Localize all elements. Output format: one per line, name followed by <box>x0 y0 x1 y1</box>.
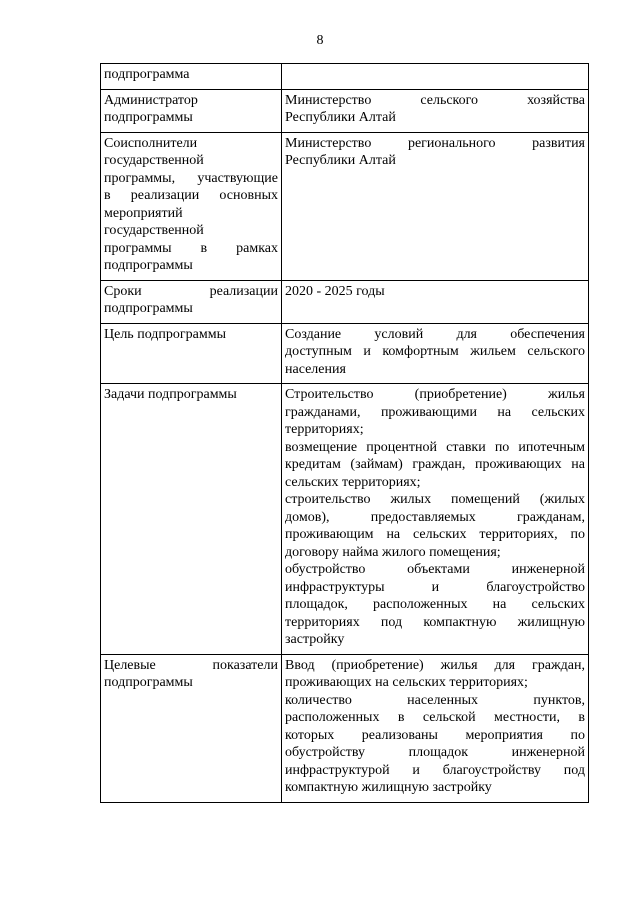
value-paragraph <box>285 92 585 127</box>
label-line: мероприятий <box>104 205 183 221</box>
label-line: Администратор <box>104 92 198 108</box>
label-line: Соисполнители <box>104 135 198 151</box>
value-line: инфраструктуры и благоустройство <box>285 579 585 595</box>
value-line: территориях под компактную жилищную <box>285 614 585 630</box>
value-line: возмещение процентной ставки по ипотечным <box>285 439 585 455</box>
value-line: кредитам (займам) граждан, проживающих на <box>285 457 585 472</box>
value-line: гражданами, проживающими на сельских <box>285 404 585 420</box>
label-line: Целевые показатели <box>104 657 278 673</box>
value-paragraph <box>285 135 585 170</box>
value-line: обустройство объектами инженерной <box>285 562 585 577</box>
row-label-cell <box>101 89 282 132</box>
value-paragraph <box>285 561 585 649</box>
label-line: программы в рамках <box>104 240 278 256</box>
value-line: Создание условий для обеспечения <box>285 326 585 342</box>
row-label-cell <box>101 654 282 802</box>
label-line: Задачи подпрограммы <box>104 387 237 402</box>
value-line: Строительство (приобретение) жилья <box>285 387 585 402</box>
row-value-cell <box>282 64 589 90</box>
value-line: проживающих на сельских территориях; <box>285 675 528 690</box>
table-row <box>101 280 589 323</box>
table-row <box>101 64 589 90</box>
row-value-cell <box>282 323 589 384</box>
subprogram-passport-table <box>100 63 589 803</box>
row-label-cell <box>101 132 282 280</box>
value-paragraph <box>285 326 585 379</box>
row-value-cell <box>282 654 589 802</box>
value-line: Республики Алтай <box>285 153 396 168</box>
value-line: Министерство сельского хозяйства <box>285 92 585 108</box>
row-label-cell <box>101 384 282 655</box>
value-line: Министерство регионального развития <box>285 135 585 151</box>
value-line: площадок, расположенных на сельских <box>285 597 585 612</box>
table-row <box>101 323 589 384</box>
value-paragraph <box>285 283 585 301</box>
value-line: территориях; <box>285 422 364 437</box>
row-value-cell <box>282 132 589 280</box>
value-line: 2020 - 2025 годы <box>285 283 385 299</box>
row-value-cell <box>282 384 589 655</box>
value-line: Республики Алтай <box>285 110 396 125</box>
table-row <box>101 89 589 132</box>
row-value-cell <box>282 280 589 323</box>
label-line: подпрограмма <box>104 67 190 82</box>
label-line: Сроки реализации <box>104 283 278 299</box>
row-value-cell <box>282 89 589 132</box>
page-number: 8 <box>316 33 324 48</box>
value-line: строительство жилых помещений (жилых <box>285 492 585 507</box>
label-line: подпрограммы <box>104 301 193 316</box>
value-line: домов), предоставляемых гражданам, <box>285 509 585 525</box>
row-label-cell <box>101 323 282 384</box>
value-line: расположенных в сельской местности, в <box>285 710 585 725</box>
value-line: обустройству площадок инженерной <box>285 745 585 760</box>
table-row <box>101 384 589 655</box>
row-label-cell <box>101 280 282 323</box>
table-row <box>101 132 589 280</box>
label-line: программы, участвующие <box>104 170 278 186</box>
value-paragraph <box>285 491 585 561</box>
value-line: доступным и комфортным жильем сельского <box>285 344 585 359</box>
label-line: государственной <box>104 153 204 168</box>
row-label-cell <box>101 64 282 90</box>
label-line: в реализации основных <box>104 188 278 203</box>
label-line: подпрограммы <box>104 258 193 273</box>
value-line: сельских территориях; <box>285 474 421 490</box>
value-line: населения <box>285 361 346 377</box>
value-paragraph <box>285 439 585 492</box>
label-line: государственной <box>104 223 204 238</box>
value-line: Ввод (приобретение) жилья для граждан, <box>285 657 585 673</box>
value-line: застройку <box>285 632 345 647</box>
value-line: инфраструктурой и благоустройству под <box>285 762 585 778</box>
value-line: компактную жилищную застройку <box>285 780 492 795</box>
value-line: проживающим на сельских территориях, по <box>285 527 585 542</box>
value-line: которых реализованы мероприятия по <box>285 727 585 743</box>
table-body <box>101 64 589 803</box>
value-paragraph <box>285 386 585 439</box>
label-line: подпрограммы <box>104 110 193 125</box>
value-line: договору найма жилого помещения; <box>285 544 501 560</box>
label-line: подпрограммы <box>104 675 193 690</box>
value-paragraph <box>285 692 585 797</box>
table-row <box>101 654 589 802</box>
value-paragraph <box>285 657 585 692</box>
label-line: Цель подпрограммы <box>104 326 226 342</box>
value-line: количество населенных пунктов, <box>285 692 585 708</box>
